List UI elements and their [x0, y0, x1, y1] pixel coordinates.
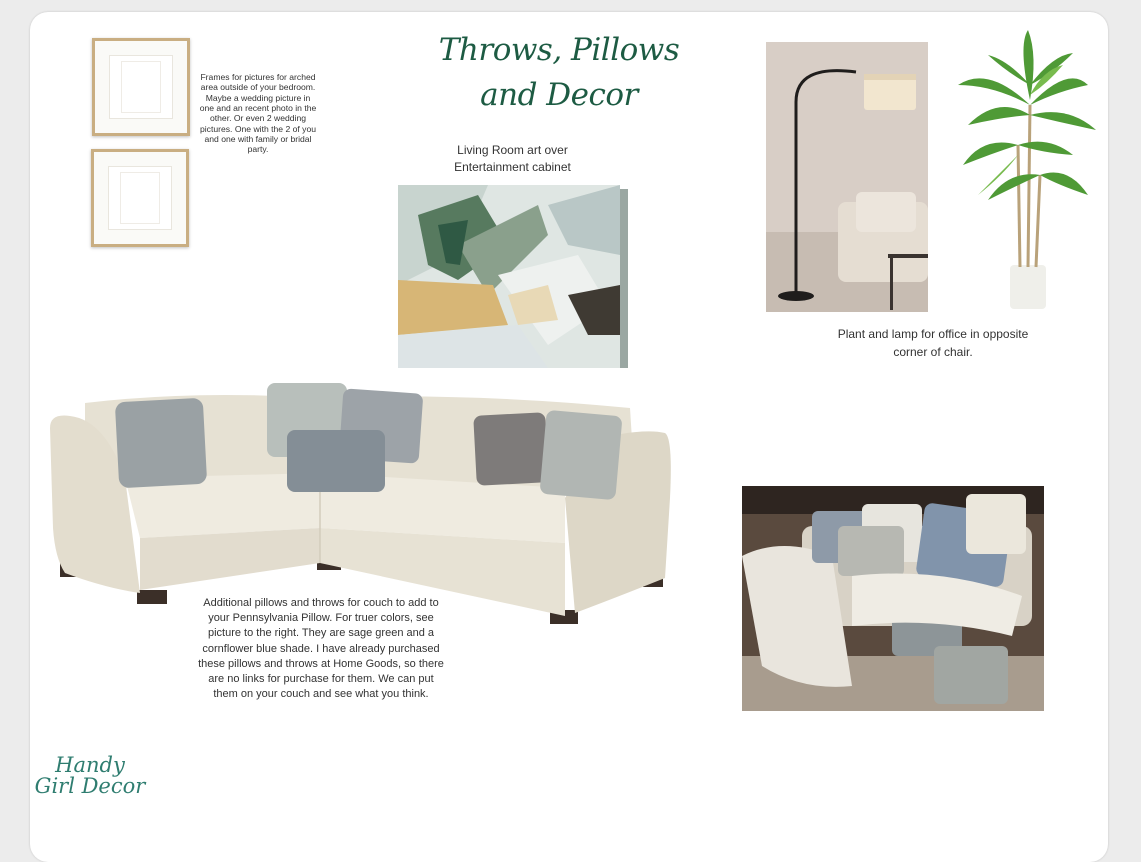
plant-lamp-note: Plant and lamp for office in opposite corner of chair. [837, 327, 1029, 359]
frames-note: Frames for pictures for arched area outside of your bedroom. Maybe a wedding picture in one and an recent photo in the other. Or even 2 wedding pictures. One with the 2 of you and one with family or bridal party. [199, 72, 317, 155]
sectional-sofa-image [45, 378, 675, 628]
picture-frame-bottom [91, 149, 189, 247]
floor-lamp-photo [766, 42, 928, 312]
picture-frame-top [92, 38, 190, 136]
pillows-throws-photo [742, 486, 1044, 711]
art-note: Living Room art over Entertainment cabinet [454, 143, 571, 174]
handy-girl-decor-logo: Handy Girl Decor [34, 753, 146, 798]
potted-plant-image [948, 25, 1098, 315]
couch-note: Additional pillows and throws for couch to add to your Pennsylvania Pillow. For truer colors, see picture to the right. They are sage green and a cornflower blue shade. I have already purchased these pillows and throws at Home Goods, so there are no links for purchase for them. We can put them on your couch and see what you think. [198, 597, 444, 701]
page-title: Throws, Pillows and Decor [438, 32, 680, 113]
abstract-art-canvas [398, 185, 628, 368]
